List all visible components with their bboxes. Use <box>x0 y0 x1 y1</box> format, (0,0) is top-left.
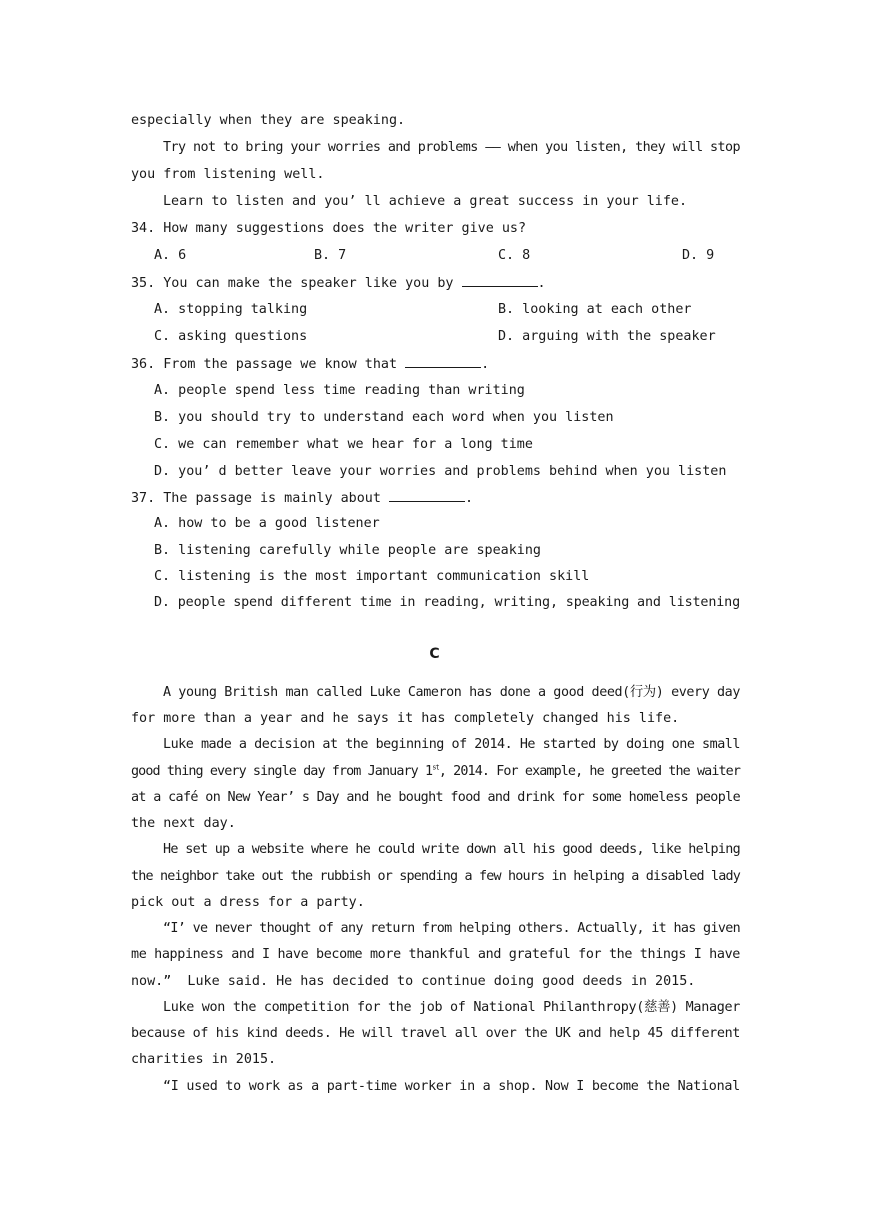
paragraph-line: especially when they are speaking. <box>131 113 406 128</box>
option-34-b: B. 7 <box>314 248 347 263</box>
question-36-stem <box>131 355 489 374</box>
paragraph-line: He set up a website where he could write down all his good deeds, like helping <box>163 842 741 857</box>
paragraph-line: A young British man called Luke Cameron has done a good deed(行为) every day <box>163 685 740 700</box>
stem-period: . <box>464 491 474 506</box>
paragraph-line: Luke won the competition for the job of National Philanthropy(慈善) Manager <box>163 1000 740 1015</box>
paragraph-line: you from listening well. <box>131 167 325 182</box>
option-34-a: A. 6 <box>154 248 187 263</box>
option-35-c: C. asking questions <box>154 329 308 344</box>
paragraph-line: Try not to bring your worries and problems —— when you listen, they will stop <box>163 140 741 155</box>
answer-blank <box>389 489 465 502</box>
option-35-d: D. arguing with the speaker <box>498 329 716 344</box>
stem-period: . <box>537 276 546 291</box>
section-heading: C <box>429 646 440 662</box>
question-35-stem <box>131 274 546 293</box>
line-text: , 2014. For example, he greeted the waiter <box>438 764 741 779</box>
answer-blank <box>462 274 538 287</box>
question-35-text: 35. You can make the speaker like you by <box>131 276 454 291</box>
paragraph-line: at a café on New Year’ s Day and he bought food and drink for some homeless people <box>131 790 741 805</box>
paragraph-line: the neighbor take out the rubbish or spending a few hours in helping a disabled lady <box>131 869 740 884</box>
stem-period: . <box>481 357 490 372</box>
option-34-d: D. 9 <box>682 248 715 263</box>
paragraph-line: for more than a year and he says it has completely changed his life. <box>131 711 680 726</box>
paragraph-line: pick out a dress for a party. <box>131 895 365 910</box>
option-37-b: B. listening carefully while people are speaking <box>154 543 541 558</box>
paragraph-line: “I’ ve never thought of any return from helping others. Actually, it has given <box>163 921 741 936</box>
question-37-stem <box>131 489 473 508</box>
option-35-a: A. stopping talking <box>154 302 308 317</box>
question-34-stem: 34. How many suggestions does the writer give us? <box>131 221 527 236</box>
paragraph-line: the next day. <box>131 816 236 831</box>
question-37-text: 37. The passage is mainly about <box>131 491 381 506</box>
option-36-a: A. people spend less time reading than writing <box>154 383 525 398</box>
line-text: good thing every single day from January 1 <box>131 764 433 779</box>
paragraph-line: because of his kind deeds. He will travel all over the UK and help 45 different <box>131 1026 740 1041</box>
paragraph-line <box>131 763 740 781</box>
option-34-c: C. 8 <box>498 248 531 263</box>
option-37-c: C. listening is the most important communication skill <box>154 569 590 584</box>
option-37-d: D. people spend different time in reading, writing, speaking and listening <box>154 595 740 610</box>
option-35-b: B. looking at each other <box>498 302 692 317</box>
option-36-c: C. we can remember what we hear for a long time <box>154 437 533 452</box>
paragraph-line: charities in 2015. <box>131 1052 277 1067</box>
answer-blank <box>405 355 481 368</box>
question-36-text: 36. From the passage we know that <box>131 357 398 372</box>
paragraph-line: “I used to work as a part-time worker in a shop. Now I become the National <box>163 1079 740 1094</box>
option-36-d: D. you’ d better leave your worries and problems behind when you listen <box>154 464 727 479</box>
ordinal-suffix: st <box>432 763 439 772</box>
paragraph-line: me happiness and I have become more thankful and grateful for the things I have <box>131 947 740 962</box>
paragraph-line: now.” Luke said. He has decided to continue doing good deeds in 2015. <box>131 974 696 989</box>
paragraph-line: Luke made a decision at the beginning of 2014. He started by doing one small <box>163 737 740 752</box>
paragraph-line: Learn to listen and you’ ll achieve a great success in your life. <box>163 194 688 209</box>
option-37-a: A. how to be a good listener <box>154 516 380 531</box>
option-36-b: B. you should try to understand each word when you listen <box>154 410 614 425</box>
